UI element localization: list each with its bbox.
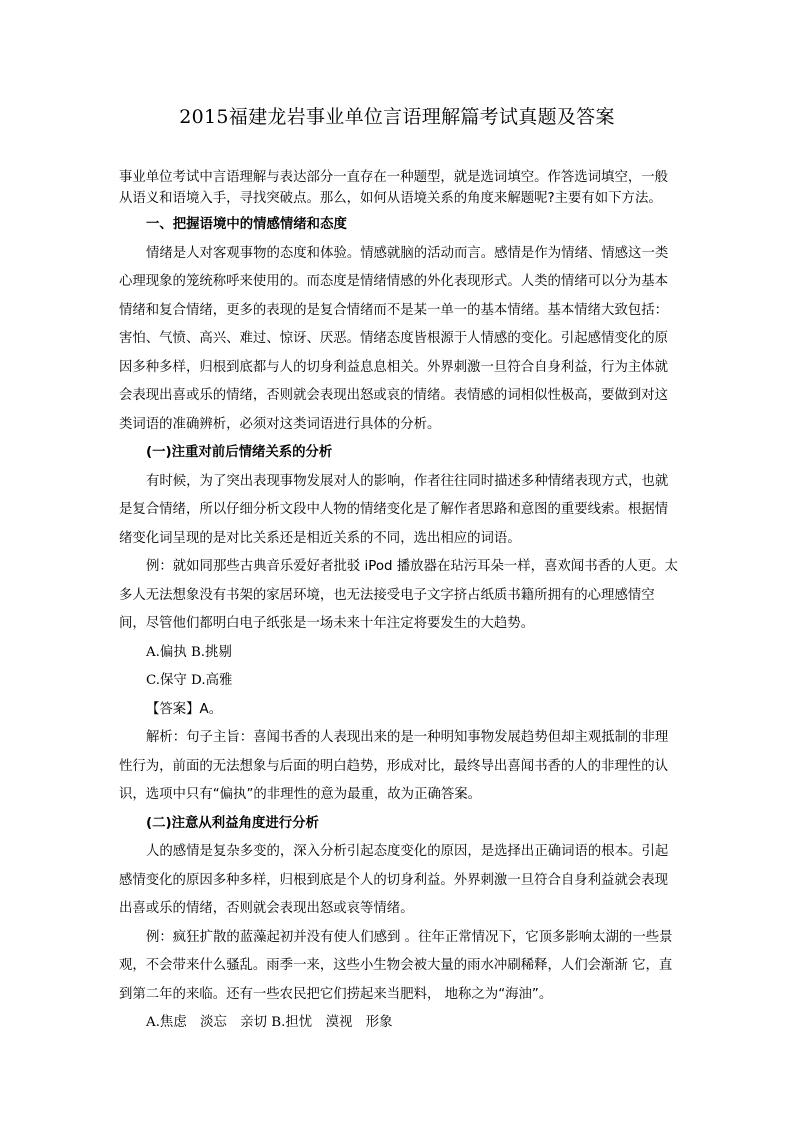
example1-answer: 【答案】A。: [146, 701, 223, 717]
example1-analysis: 解析：句子主旨：喜闻书香的人表现出来的是一种明知事物发展趋势但却主观抵制的非理性行为，前面的无法想象与后面的明白趋势，形成对比，最终导出喜闻书香的人的非理性的认识，选项中只有“偏执”的非理性的意为最重，故为正确答案。: [119, 730, 669, 802]
example1-options-ab: A.偏执 B.挑剔: [146, 644, 232, 660]
example1-paragraph: 例：就如同那些古典音乐爱好者批驳 iPod 播放器在玷污耳朵一样，喜欢闻书香的人更。太多人无法想象没有书架的家居环境，也无法接受电子文字挤占纸质书籍所拥有的心理感情空间，尽管他们都明白电子纸张是一场未来十年注定将要发生的大趋势。: [119, 559, 678, 631]
example2-paragraph: 例：疯狂扩散的蓝藻起初并没有使人们感到 。往年正常情况下，它顶多影响太湖的一些景观，不会带来什么骚乱。雨季一来，这些小生物会被大量的雨水冲刷稀释，人们会渐渐 它，直到第二年的来临。还有一些农民把它们捞起来当肥料， 地称之为“海油”。: [119, 929, 673, 1002]
subsection1-paragraph: 有时候，为了突出表现事物发展对人的影响，作者往往同时描述多种情绪表现方式，也就是复合情绪，所以仔细分析文段中人物的情绪变化是了解作者思路和意图的重要线索。根据情绪变化词呈现的是对比关系还是相近关系的不同，选出相应的词语。: [119, 473, 669, 546]
document-body: [119, 167, 679, 1038]
example2-options: A.焦虑 淡忘 亲切 B.担忧 漠视 形象: [146, 1015, 393, 1030]
section1-heading: 一、把握语境中的情感情绪和态度: [146, 217, 347, 232]
subsection2-paragraph: 人的感情是复杂多变的，深入分析引起态度变化的原因，是选择出正确词语的根本。引起感情变化的原因多种多样，归根到底是个人的切身利益。外界刺激一旦符合自身利益就会表现出喜或乐的情绪，否则就会表现出怒或哀等情绪。: [119, 844, 669, 916]
example1-options-cd: C.保守 D.高雅: [146, 673, 233, 688]
section1-paragraph: 情绪是人对客观事物的态度和体验。情感就脑的活动而言。感情是作为情绪、情感这一类心理现象的笼统称呼来使用的。而态度是情绪情感的外化表现形式。人类的情绪可以分为基本情绪和复合情绪，更多的表现的是复合情绪而不是某一单一的基本情绪。基本情绪大致包括：害怕、气愤、高兴、难过、惊讶、厌恶。情绪态度皆根源于人情感的变化。引起感情变化的原因多种多样，归根到底都与人的切身利益息息相关。外界刺激一旦符合自身利益，行为主体就会表现出喜或乐的情绪，否则就会表现出怒或哀的情绪。表情感的词相似性极高，要做到对这类词语的准确辨析，必须对这类词语进行具体的分析。: [119, 245, 669, 432]
document-title: 2015福建龙岩事业单位言语理解篇考试真题及答案: [179, 106, 615, 128]
subsection1-heading: (一)注重对前后情绪关系的分析: [146, 445, 333, 460]
intro-paragraph: 事业单位考试中言语理解与表达部分一直存在一种题型，就是选词填空。作答选词填空，一般从语义和语境入手，寻找突破点。那么，如何从语境关系的角度来解题呢?主要有如下方法。: [119, 170, 669, 206]
subsection2-heading: (二)注意从利益角度进行分析: [146, 815, 319, 831]
